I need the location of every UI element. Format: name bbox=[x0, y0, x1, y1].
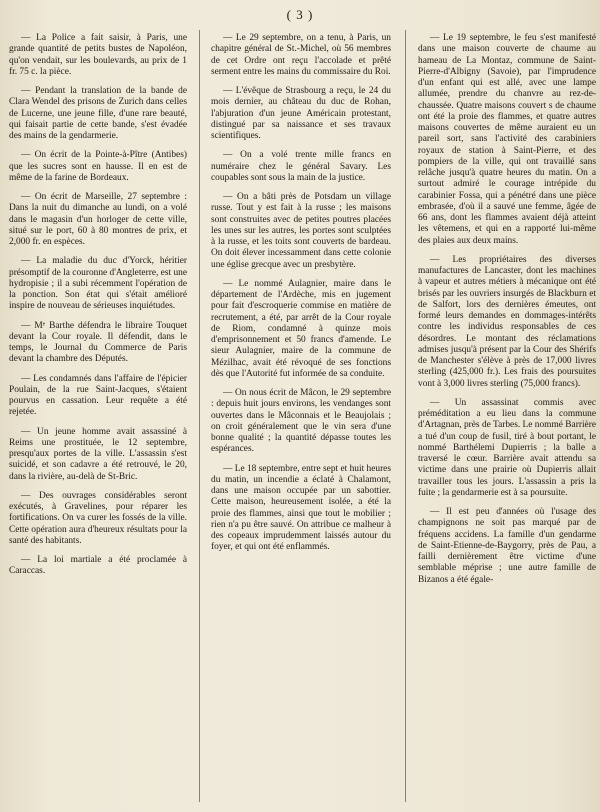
news-item: — Les propriétaires des diverses manufactures de Lancaster, dont les machines à vapeur et autres métiers à mécanique ont été brisés par les ouvriers insurgés de Blackburn et de Salfort, lors des dernières émeutes, ont formé leurs demandes en dommages-intérêts contre les individus responsables de ces désordres. Le montant des réclamations admises jusqu'à présent par la Cour des Shérifs de Manchester s'élève à près de 17,000 livres sterling (425,000 fr.). Les frais des poursuites vont à 3,000 livres sterling (75,000 francs). bbox=[418, 255, 596, 390]
news-item: — On écrit de Marseille, 27 septembre : Dans la nuit du dimanche au lundi, on a volé dans le magasin d'un horloger de cette ville, situé sur le port, 60 à 80 montres de prix, et 2,000 fr. en espèces. bbox=[9, 192, 187, 248]
news-item: — Mᵉ Barthe défendra le libraire Touquet devant la Cour royale. Il défendit, dans le temps, le Journal du Commerce de Paris devant la chambre des Députés. bbox=[9, 321, 187, 366]
news-item: — La maladie du duc d'Yorck, héritier présomptif de la couronne d'Angleterre, est une hydropisie ; il a subi récemment l'opération de la ponction. Son état qui s'était amélioré inspire de nouveau de sérieuses inquiétudes. bbox=[9, 256, 187, 312]
news-item: — On a volé trente mille francs en numéraire chez le général Savary. Les coupables sont sous la main de la justice. bbox=[211, 150, 391, 184]
news-item: — Pendant la translation de la bande de Clara Wendel des prisons de Zurich dans celles de Lucerne, une jeune fille, d'une rare beauté, qui faisait partie de cette bande, s'est évadée des mains de la gendarmerie. bbox=[9, 86, 187, 142]
news-item: — Le nommé Aulagnier, maire dans le département de l'Ardèche, mis en jugement pour fait d'escroquerie commise en matière de recrutement, a été, par arrêt de la Cour royale de Riom, condamné à quinze mois d'emprisonnement et 50 francs d'amende. Le sieur Aulagnier, maire de la commune de Mézilhac, avait été révoqué de ses fonctions dès que l'Autorité fut informée de sa conduite. bbox=[211, 279, 391, 380]
news-item: — L'évêque de Strasbourg a reçu, le 24 du mois dernier, au château du duc de Rohan, l'abjuration d'un jeune Américain protestant, distingué par sa naissance et ses travaux scientifiques. bbox=[211, 86, 391, 142]
news-item: — Il est peu d'années où l'usage des champignons ne soit pas marqué par de fréquens accidens. La famille d'un gendarme de Saint-Etienne-de-Baygorry, près de Pau, a failli dernièrement être victime d'une semblable méprise ; une autre famille de Bizanos a été égale- bbox=[418, 507, 596, 586]
page-number: ( 3 ) bbox=[286, 7, 314, 22]
column-1 bbox=[9, 33, 187, 586]
news-item: — Le 19 septembre, le feu s'est manifesté dans une maison couverte de chaume au hameau de La Montaz, commune de Saint-Pierre-d'Albigny (Savoie), par l'imprudence d'un enfant qui est allé, avec une lampe allumée, prendre du chanvre au rez-de-chaussée. Quatre maisons couvert s de chaume ont été la proie des flammes, et quatre autres maisons couvertes de même auraient eu un pareil sort, sans l'activité des carabiniers royaux de station à Saint-Pierre, et des pompiers de la ville, qui ont travaillé sans relâche jusqu'à quatre heures du matin. On a surtout admiré le courage intrépide du carabinier Fossa, qui a pénétré dans une pièce embrasée, d'où il a sauvé une femme, âgée de 66 ans, dont les flammes avaient déjà atteint les vêtemens, et qui en a rapporté lui-même des plaies aux deux mains. bbox=[418, 33, 596, 247]
news-item: — Des ouvrages considérables seront exécutés, à Gravelines, pour réparer les fortifications. On va curer les fossés de la ville. Cette opération aura d'heureux résultats pour la santé des habitants. bbox=[9, 491, 187, 547]
news-item: — On écrit de la Pointe-à-Pître (Antibes) que les sucres sont en hausse. Il en est de même de la farine de Bordeaux. bbox=[9, 150, 187, 184]
news-item: — Le 18 septembre, entre sept et huit heures du matin, un incendie a éclaté à Chalamont, dans une maison occupée par un sabottier. Cette maison, heureusement isolée, a été la proie des flammes, ainsi que tout le mobilier ; rien n'a pu être sauvé. On attribue ce malheur à des copeaux imprudemment laissés autour du foyer, et qui ont été enflammés. bbox=[211, 464, 391, 554]
column-3 bbox=[418, 33, 596, 594]
news-item: — Un assassinat commis avec préméditation a eu lieu dans la commune d'Artagnan, près de Tarbes. Le nommé Barrière a tué d'un coup de fusil, tiré à bout portant, le nommé Barthélemi Dupierris ; la balle a traversé le cœur. Barrière avait attendu sa victime dans une prairie où Dupierris allait travailler tous les jours. L'assassin a pris la fuite ; la gendarmerie est à sa poursuite. bbox=[418, 398, 596, 499]
news-item: — La Police a fait saisir, à Paris, une grande quantité de petits bustes de Napoléon, qu'on vendait, sur les boulevards, au prix de 1 fr. 75 c. la pièce. bbox=[9, 33, 187, 78]
news-item: — Le 29 septembre, on a tenu, à Paris, un chapitre général de St.-Michel, où 56 membres de cet Ordre ont reçu l'accolade et prêté serment entre les mains du commissaire du Roi. bbox=[211, 33, 391, 78]
column-divider bbox=[405, 30, 406, 802]
column-divider bbox=[199, 30, 200, 802]
news-item: — On nous écrit de Mâcon, le 29 septembre : depuis huit jours environs, les vendanges sont ouvertes dans le Mâconnais et le Beaujolais ; on croit généralement que le vin sera d'une bonne qualité ; la quantité dépasse toutes les espérances. bbox=[211, 388, 391, 456]
news-item: — La loi martiale a été proclamée à Caraccas. bbox=[9, 555, 187, 578]
news-item: — On a bâti près de Potsdam un village russe. Tout y est fait à la russe ; les maisons sont construites avec de petites poutres placées les unes sur les autres, les portes sont sculptées à la russe, et les toits sont couverts de bardeau. On doit élever incessamment dans cette colonie une église grecque avec un presbytère. bbox=[211, 192, 391, 271]
news-item: — Un jeune homme avait assassiné à Reims une prostituée, le 12 septembre, presqu'aux portes de la ville. L'assassin s'est suicidé, et son cadavre a été retrouvé, le 20, dans la rivière, au-delà de St-Bric. bbox=[9, 427, 187, 483]
news-item: — Les condamnés dans l'affaire de l'épicier Poulain, de la rue Saint-Jacques, s'étaient pourvus en cassation. Leur requête a été rejetée. bbox=[9, 374, 187, 419]
column-2 bbox=[211, 33, 391, 562]
